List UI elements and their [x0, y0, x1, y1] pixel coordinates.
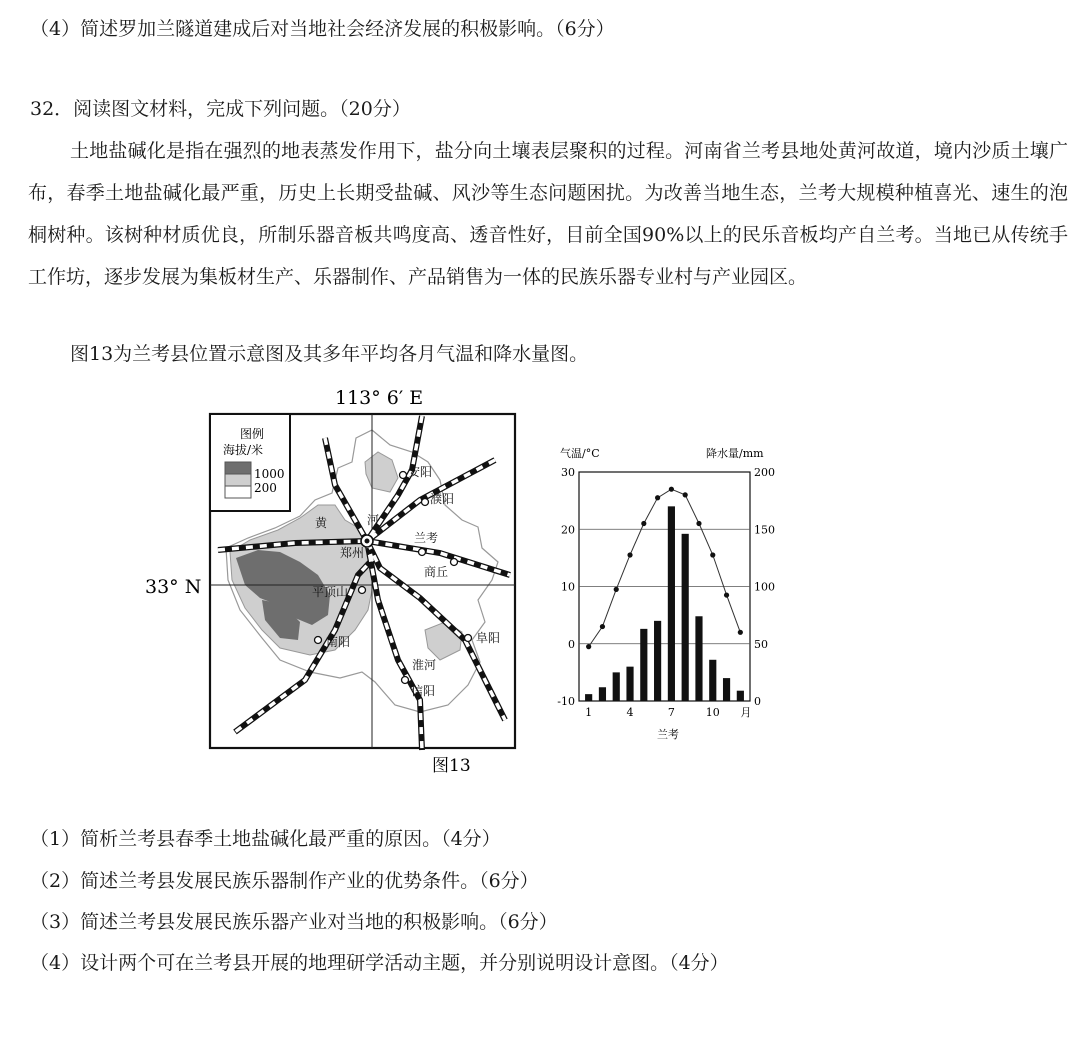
question-header: 32．阅读图文材料，完成下列问题。（20分）: [30, 98, 411, 120]
legend-subtitle: 海拔/米: [223, 443, 264, 457]
label-huaihe: 淮河: [412, 658, 437, 672]
label-xinyang: 信阳: [411, 684, 436, 698]
x-axis-label: 兰考: [657, 728, 679, 741]
map-legend: [210, 414, 290, 511]
temperature-point-m11: [724, 592, 729, 597]
figure-caption: 图13: [432, 756, 471, 776]
legend-swatch-200: [225, 474, 251, 486]
y-right-tick-label: 200: [754, 466, 775, 479]
fuyang-marker: [465, 635, 472, 642]
shangqiu-marker: [451, 559, 458, 566]
legend-label-200: 200: [254, 481, 277, 495]
precipitation-bar-m5: [640, 629, 647, 701]
temperature-point-m10: [710, 552, 715, 557]
label-river-huang: 黄: [315, 516, 328, 530]
temperature-line: [589, 489, 741, 646]
legend-label-1000: 1000: [254, 467, 285, 481]
precipitation-bar-m11: [723, 678, 730, 701]
x-tick-label: 1: [585, 706, 593, 719]
label-pingdingshan: 平顶山: [312, 585, 349, 599]
y-left-axis-label: 气温/°C: [560, 447, 600, 460]
temperature-point-m3: [614, 587, 619, 592]
precipitation-bar-m2: [599, 687, 606, 701]
label-zhengzhou: 郑州: [340, 546, 365, 560]
sub-question-1: （1）简析兰考县春季土地盐碱化最严重的原因。（4分）: [30, 828, 501, 850]
puyang-marker: [422, 499, 429, 506]
precipitation-bar-m10: [709, 660, 716, 701]
label-river-he: 河: [367, 513, 380, 527]
temperature-point-m4: [627, 552, 632, 557]
anyang-marker: [400, 472, 407, 479]
x-tick-label: 4: [626, 706, 634, 719]
nanyang-marker: [315, 637, 322, 644]
xinyang-marker: [402, 677, 409, 684]
precipitation-bar-m12: [737, 691, 744, 701]
zhengzhou-dot: [365, 539, 370, 544]
label-nanyang: 南阳: [326, 635, 351, 649]
climate-chart: [557, 446, 775, 741]
label-anyang: 安阳: [408, 465, 433, 479]
x-tick-label: 10: [705, 706, 720, 719]
temperature-point-m1: [586, 644, 591, 649]
y-right-tick-label: 50: [754, 637, 768, 651]
latitude-label: 33° N: [145, 576, 202, 598]
temperature-point-m9: [696, 521, 701, 526]
y-left-tick-label: 20: [561, 523, 575, 537]
sub-question-3: （3）简述兰考县发展民族乐器产业对当地的积极影响。（6分）: [30, 911, 558, 933]
precipitation-bar-m3: [613, 672, 620, 701]
y-left-tick-label: 30: [561, 466, 575, 479]
precipitation-bar-m1: [585, 694, 592, 701]
temperature-point-m6: [655, 495, 660, 500]
precipitation-bar-m8: [682, 534, 689, 701]
precipitation-bar-m7: [668, 506, 675, 701]
y-right-tick-label: 0: [754, 695, 761, 708]
lankao-marker: [419, 549, 426, 556]
precipitation-bar-m9: [695, 616, 702, 701]
precipitation-bar-m6: [654, 621, 661, 701]
legend-title: 图例: [240, 427, 265, 441]
y-left-tick-label: 0: [568, 637, 575, 651]
y-left-tick-label: -10: [557, 695, 575, 708]
x-tick-label: 7: [667, 706, 675, 719]
y-left-tick-label: 10: [561, 580, 575, 594]
y-right-tick-label: 150: [754, 523, 775, 537]
temperature-point-m12: [738, 630, 743, 635]
temperature-point-m8: [683, 492, 688, 497]
material-paragraph: 土地盐碱化是指在强烈的地表蒸发作用下，盐分向土壤表层聚积的过程。河南省兰考县地处黄河故道，境内沙质土壤广布，春季土地盐碱化最严重，历史上长期受盐碱、风沙等生态问题困扰。为改善当地生态，兰考大规模种植喜光、速生的泡桐树种。该树种材质优良，所制乐器音板共鸣度高、透音性好，目前全国90%以上的民乐音板均产自兰考。当地已从传统手工作坊，逐步发展为集板材生产、乐器制作、产品销售为一体的民族乐器专业村与产业园区。: [28, 140, 1068, 288]
location-map: [145, 387, 515, 776]
x-tick-label: 月: [740, 706, 752, 719]
prev-question-4: （4）简述罗加兰隧道建成后对当地社会经济发展的积极影响。（6分）: [30, 18, 615, 40]
pingdingshan-marker: [359, 587, 366, 594]
sub-question-2: （2）简述兰考县发展民族乐器制作产业的优势条件。（6分）: [30, 870, 539, 892]
legend-swatch-low: [225, 486, 251, 498]
legend-swatch-1000: [225, 462, 251, 474]
temperature-point-m5: [641, 521, 646, 526]
temperature-point-m2: [600, 624, 605, 629]
precipitation-bar-m4: [626, 667, 633, 701]
label-fuyang: 阜阳: [476, 631, 501, 645]
y-right-tick-label: 100: [754, 580, 775, 594]
sub-question-4: （4）设计两个可在兰考县开展的地理研学活动主题，并分别说明设计意图。（4分）: [30, 952, 729, 974]
y-right-axis-label: 降水量/mm: [706, 447, 764, 460]
temperature-point-m7: [669, 487, 674, 492]
longitude-label: 113° 6′ E: [335, 387, 424, 409]
figure-intro: 图13为兰考县位置示意图及其多年平均各月气温和降水量图。: [70, 343, 589, 365]
label-shangqiu: 商丘: [424, 565, 449, 579]
label-lankao: 兰考: [414, 531, 439, 545]
label-puyang: 濮阳: [430, 492, 455, 506]
